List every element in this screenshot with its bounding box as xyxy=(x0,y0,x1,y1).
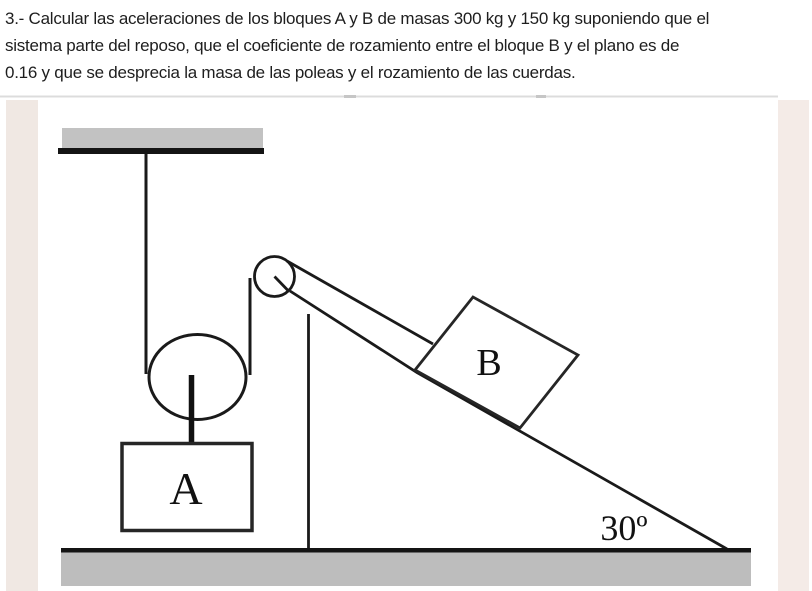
ground xyxy=(61,553,751,587)
ceiling-line xyxy=(58,148,264,154)
right-margin-strip xyxy=(778,100,809,591)
movable-pulley xyxy=(149,335,246,420)
left-margin-strip xyxy=(6,100,38,591)
border-tick xyxy=(536,95,546,98)
block-a-label: A xyxy=(169,463,203,514)
problem-line-2: sistema parte del reposo, que el coeficiente de rozamiento entre el bloque B y el plano es de xyxy=(5,36,680,55)
border-tick xyxy=(344,95,356,98)
ground-line xyxy=(61,548,751,553)
block-b-label: B xyxy=(476,342,502,384)
diagram-top-border xyxy=(0,96,778,98)
ceiling xyxy=(62,128,263,148)
problem-line-3: 0.16 y que se desprecia la masa de las poleas y el rozamiento de las cuerdas. xyxy=(5,63,576,82)
problem-line-1: 3.- Calcular las aceleraciones de los bloques A y B de masas 300 kg y 150 kg suponiendo que el xyxy=(5,9,710,28)
angle-label: 30º xyxy=(600,508,648,548)
